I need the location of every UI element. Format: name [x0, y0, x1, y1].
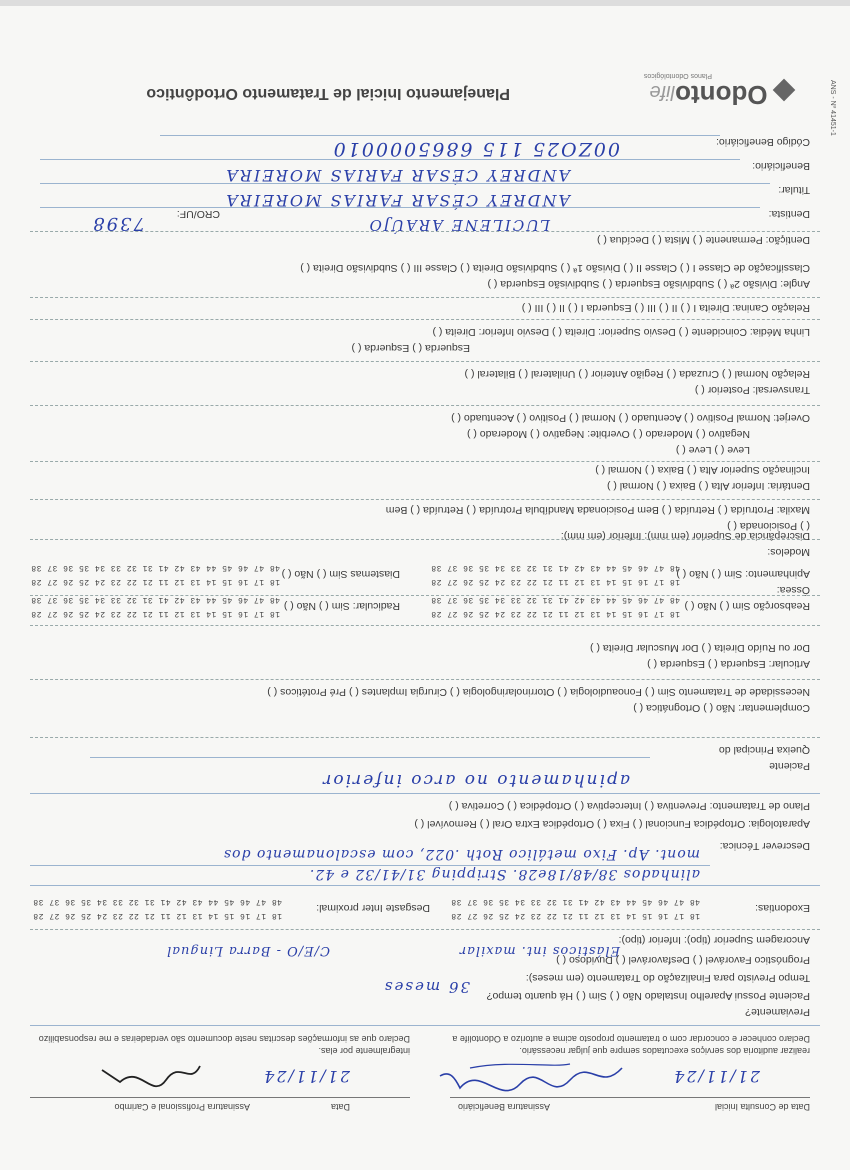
previamente-label: Previamente?: [745, 1006, 810, 1018]
desgaste-upper-teeth: 18 17 16 15 14 13 12 11 21 22 23 24 25 26 27 28: [32, 911, 282, 920]
beneficiario-label: Beneficiário:: [752, 160, 810, 172]
prognostico-row: Prognóstico Favorável ( ) Desfavorável ( ) Duvidoso ( ): [556, 954, 810, 966]
relacao-canina-row: Relação Canina: Direita I ( ) II ( ) III ( ) Esquerda I ( ) II ( ) III ( ): [521, 302, 810, 314]
desgaste-label: Desgaste Inter proximal:: [316, 902, 430, 914]
data-label: Data: [330, 1102, 350, 1112]
diastemas-upper-teeth: 18 17 16 15 14 13 12 11 21 22 23 24 25 26 27 28: [30, 577, 280, 586]
brand-suffix: life: [649, 81, 676, 103]
discrepancia-row: Discrepância de Superior (em mm): Inferior (em mm):: [560, 530, 810, 542]
cro-value[interactable]: 7398: [91, 213, 145, 234]
classificacao-row: Classificação de Classe I ( ) Classe II ( ) Divisão 1ª ( ) Subdivisão Direita ( ) Classe III ( ) Subdivisão Direita ( ): [300, 262, 810, 274]
data-consulta-label: Data de Consulta Inicial: [714, 1102, 810, 1112]
reabsorcao-upper-teeth: 18 17 16 15 14 13 12 11 21 22 23 24 25 26 27 28: [430, 609, 680, 618]
transversal-row: Transversal: Posterior ( ): [694, 384, 810, 396]
declaracao-beneficiario: Declaro conhecer e concordar com o tratamento proposto acima e autorizo a Odontolife a: [452, 1034, 810, 1044]
ossea-label: Óssea:: [776, 584, 810, 596]
queixa-value[interactable]: apinhamento no arco inferior: [321, 770, 630, 790]
tecnica-line-2[interactable]: alinhados 38/48/18e28. Stripping 31/41/32 e 42.: [308, 866, 700, 882]
denticao-row: Dentição: Permanente ( ) Mista ( ) Decídua ( ): [597, 234, 810, 246]
codigo-label: Código Beneficiário:: [716, 136, 810, 148]
dentista-value[interactable]: LUCILENE ARAÚJO: [367, 216, 550, 234]
titular-label: Titular:: [778, 184, 810, 196]
beneficiario-signature: [430, 1054, 630, 1098]
exodontias-lower-teeth: 48 47 46 45 44 43 42 41 31 32 33 34 35 36 37 38: [450, 897, 700, 906]
dor-ruido-row: Dor ou Ruído Direita ( ) Dor Muscular Direita ( ): [590, 642, 810, 654]
overjet-row-3: Leve ( ) Leve ( ): [675, 444, 750, 456]
declaracao-profissional: Declaro que as informações descritas neste documento são verdadeiras e me responsabilizo: [38, 1034, 410, 1044]
apinhamento-row: Apinhamento: Sim ( ) Não ( ): [676, 568, 810, 580]
dentaria-row: Dentária: Inferior Alta ( ) Baixa ( ) Normal ( ): [606, 480, 810, 492]
apinhamento-lower-teeth: 48 47 46 45 44 43 42 41 31 32 33 34 35 36 37 38: [430, 563, 680, 572]
brand-logo: [644, 72, 792, 110]
data-consulta-value[interactable]: 21/11/24: [672, 1067, 760, 1086]
assinatura-beneficiario-label: Assinatura Beneficiário: [457, 1102, 550, 1112]
tecnica-line-1[interactable]: mont. Ap. Fixo metálico Roth .022, com escalonamento dos: [222, 846, 700, 862]
beneficiario-value[interactable]: ANDREY CÉSAR FARIAS MOREIRA: [224, 166, 570, 185]
linha-media-row: Linha Média: Coincidente ( ) Desvio Superior: Direita ( ) Desvio Inferior: Direita ( ): [432, 326, 810, 338]
assinatura-profissional-label: Assinatura Profissional e Carimbo: [114, 1102, 250, 1112]
queixa-label: Queixa Principal do: [718, 744, 810, 756]
brand-name: Odonto: [675, 80, 768, 110]
form-title: Planejamento Inicial de Tratamento Ortodôntico: [146, 85, 510, 102]
descrever-label: Descrever Técnica:: [719, 840, 810, 852]
linha-media-row-2: Esquerda ( ) Esquerda ( ): [351, 342, 470, 354]
diastemas-row: Diastemas Sim ( ) Não ( ): [281, 568, 400, 580]
tempo-value[interactable]: 36 meses: [382, 978, 470, 996]
profissional-signature: [90, 1054, 210, 1094]
articular-row: Articular: Esquerda ( ) Esquerda ( ): [647, 658, 810, 670]
dentista-label: Dentista:: [768, 208, 810, 220]
maxila-row: Maxila: Protruída ( ) Retruída ( ) Bem Posicionada Mandíbula Protruída ( ) Retruída ( ) Bem: [385, 504, 810, 516]
cro-label: CRO/UF:: [176, 208, 220, 220]
ancoragem-superior-value[interactable]: Elásticos int. maxilar: [458, 943, 620, 958]
tempo-label: Tempo Previsto para Finalização do Tratamento (em meses):: [525, 972, 810, 984]
titular-value[interactable]: ANDREY CÉSAR FARIAS MOREIRA: [224, 191, 570, 210]
reabsorcao-row: Reabsorção Sim ( ) Não ( ): [684, 600, 810, 612]
plano-row: Plano de Tratamento: Preventiva ( ) Interceptiva ( ) Ortopédica ( ) Corretiva ( ): [448, 800, 810, 812]
diastemas-lower-teeth: 48 47 46 45 44 43 42 41 31 32 33 34 35 36 37 38: [30, 563, 280, 572]
maxila-row-2: ( ) Posicionada ( ): [727, 520, 810, 532]
radicular-upper-teeth: 18 17 16 15 14 13 12 11 21 22 23 24 25 26 27 28: [30, 609, 280, 618]
inclinacao-row: Inclinação Superior Alta ( ) Baixa ( ) Normal ( ): [595, 464, 810, 476]
ancoragem-row: Ancoragem Superior (tipo): Inferior (tipo):: [618, 934, 810, 946]
declaracao-profissional-2: integralmente por elas.: [318, 1046, 410, 1056]
overjet-row: Overjet: Normal Positivo ( ) Acentuado ( ) Normal ( ) Positivo ( ) Acentuado ( ): [451, 412, 810, 424]
relacao-transversal-row: Relação Normal ( ) Cruzada ( ) Região Anterior ( ) Unilateral ( ) Bilateral ( ): [464, 368, 810, 380]
ans-number: ANS - Nº 41451-1: [829, 80, 836, 136]
desgaste-lower-teeth: 48 47 46 45 44 43 42 41 31 32 33 34 35 36 37 38: [32, 897, 282, 906]
codigo-value[interactable]: 00ZO25 115 6865000010: [331, 138, 620, 160]
necessidade-row: Necessidade de Tratamento Sim ( ) Fonoaudiologia ( ) Otorrinolaringologia ( ) Cirurgia Implantes ( ) Pré Protéticos ( ): [267, 686, 810, 698]
angle-row: Angle: Divisão 2ª ( ) Subdivisão Esquerda ( ) Subdivisão Esquerda ( ): [487, 278, 810, 290]
aparatologia-row: Aparatologia: Ortopédica Funcional ( ) Fixa ( ) Ortopédica Extra Oral ( ) Removível ( ): [414, 818, 810, 830]
exodontias-label: Exodontias:: [755, 902, 810, 914]
paciente-label: Paciente: [769, 760, 810, 772]
radicular-lower-teeth: 48 47 46 45 44 43 42 41 31 32 33 34 35 36 37 38: [30, 595, 280, 604]
aparelho-row: Paciente Possui Aparelho Instalado Não ( ) Sim ( ) Há quanto tempo?: [486, 990, 810, 1002]
ancoragem-inferior-value[interactable]: C/E/O - Barra Lingual: [166, 943, 330, 958]
data-profissional-value[interactable]: 21/11/24: [262, 1067, 350, 1086]
radicular-row: Radicular: Sim ( ) Não ( ): [283, 600, 400, 612]
apinhamento-upper-teeth: 18 17 16 15 14 13 12 11 21 22 23 24 25 26 27 28: [430, 577, 680, 586]
brand-tagline: Planos Odontológicos: [643, 72, 712, 79]
logo-diamond-icon: [773, 79, 796, 102]
reabsorcao-lower-teeth: 48 47 46 45 44 43 42 41 31 32 33 34 35 36 37 38: [430, 595, 680, 604]
modelos-label: Modelos:: [767, 546, 810, 558]
declaracao-beneficiario-2: realizar auditoria dos serviços executados sempre que julgar necessário.: [519, 1046, 810, 1056]
overjet-row-2: Negativo ( ) Moderado ( ) Overbite: Negativo ( ) Moderado ( ): [466, 428, 750, 440]
exodontias-upper-teeth: 18 17 16 15 14 13 12 11 21 22 23 24 25 26 27 28: [450, 911, 700, 920]
complementar-row: Complementar: Não ( ) Ortognática ( ): [633, 702, 810, 714]
